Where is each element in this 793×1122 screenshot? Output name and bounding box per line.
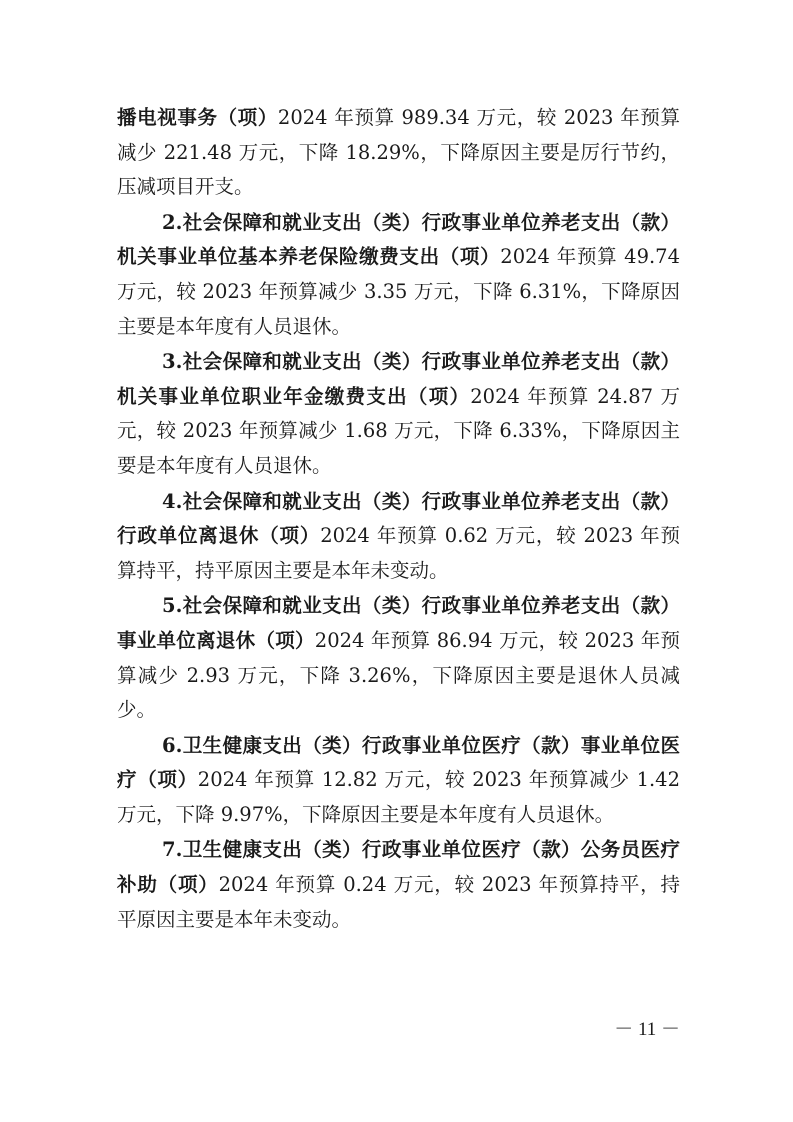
paragraph-text: 2024 年预算 989.34 万元，较 2023 年预算减少 221.48 万元，下降 18.29%，下降原因主要是厉行节约，压减项目开支。: [117, 106, 680, 199]
paragraph-text: 2024 年预算 0.24 万元，较 2023 年预算持平，持平原因主要是本年未变动。: [117, 873, 680, 931]
page-number: － 11 －: [614, 1019, 680, 1040]
paragraph-text: 2024 年预算 12.82 万元，较 2023 年预算减少 1.42 万元，下降 9.97%，下降原因主要是本年度有人员退休。: [117, 768, 680, 826]
paragraph-5: [117, 589, 680, 727]
paragraph-heading: 播电视事务（项）: [117, 106, 278, 129]
paragraph-text: 2024 年预算 86.94 万元，较 2023 年预算减少 2.93 万元，下降 3.26%，下降原因主要是退休人员减少。: [117, 628, 680, 722]
paragraph-2: [117, 206, 680, 344]
paragraph-heading: 2.社会保障和就业支出（类）行政事业单位养老支出（款）机关事业单位基本养老保险缴费支出（项）: [117, 210, 680, 269]
paragraph-text: 2024 年预算 0.62 万元，较 2023 年预算持平，持平原因主要是本年未变动。: [117, 524, 680, 582]
paragraph-text: 2024 年预算 24.87 万元，较 2023 年预算减少 1.68 万元，下降 6.33%，下降原因主要是本年度有人员退休。: [117, 384, 680, 477]
paragraph-text: 2024 年预算 49.74 万元，较 2023 年预算减少 3.35 万元，下降 6.31%，下降原因主要是本年度有人员退休。: [117, 245, 680, 338]
paragraph-heading: 4.社会保障和就业支出（类）行政事业单位养老支出（款）行政单位离退休（项）: [117, 489, 680, 548]
paragraph-1-continuation: [117, 101, 680, 205]
document-body: [117, 101, 680, 937]
paragraph-7: [117, 833, 680, 937]
paragraph-heading: 3.社会保障和就业支出（类）行政事业单位养老支出（款）机关事业单位职业年金缴费支出（项）: [117, 350, 680, 408]
paragraph-heading: 7.卫生健康支出（类）行政事业单位医疗（款）公务员医疗补助（项）: [117, 838, 680, 897]
paragraph-6: [117, 729, 680, 833]
paragraph-heading: 5.社会保障和就业支出（类）行政事业单位养老支出（款）事业单位离退休（项）: [117, 594, 680, 652]
paragraph-heading: 6.卫生健康支出（类）行政事业单位医疗（款）事业单位医疗（项）: [117, 733, 680, 792]
paragraph-4: [117, 485, 680, 589]
paragraph-3: [117, 345, 680, 483]
